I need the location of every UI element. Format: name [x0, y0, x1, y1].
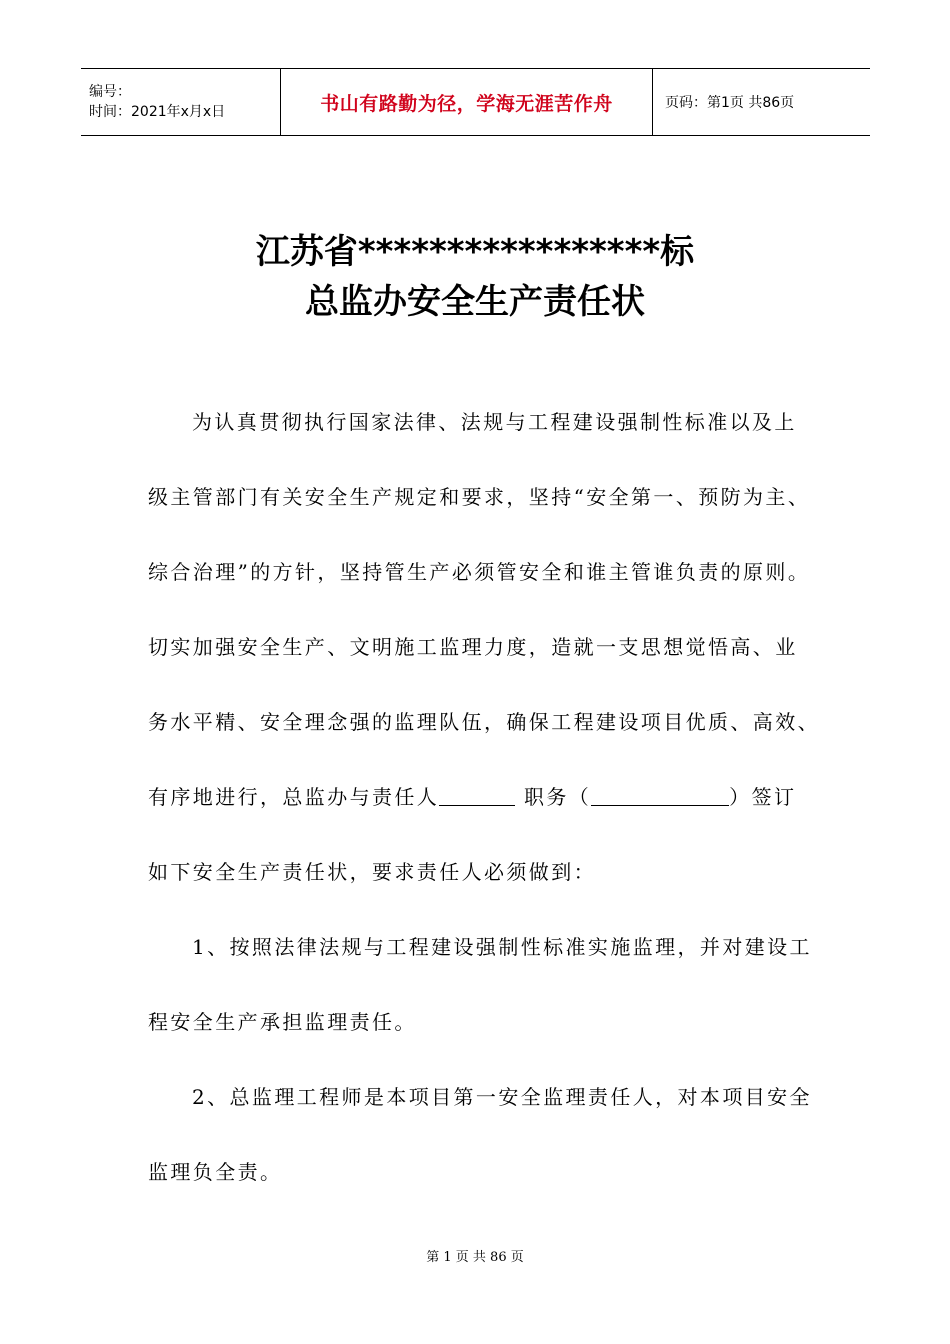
body-line: 2、总监理工程师是本项目第一安全监理责任人，对本项目安全	[192, 1085, 812, 1109]
document-title-line-2: 总监办安全生产责任状	[305, 282, 645, 322]
document-body	[148, 394, 828, 1219]
document-header	[81, 68, 870, 136]
body-line: 监理负全责。	[148, 1160, 283, 1184]
page-footer: 第 1 页 共 86 页	[426, 1250, 524, 1265]
body-line: 1、按照法律法规与工程建设强制性标准实施监理，并对建设工	[192, 935, 812, 959]
header-page-info: 页码：第1页 共86页	[665, 95, 795, 111]
document-time: 时间：2021年x月x日	[89, 104, 226, 120]
body-line: 综合治理”的方针，坚持管生产必须管安全和谁主管谁负责的原则。	[148, 560, 811, 584]
header-motto: 书山有路勤为径，学海无涯苦作舟	[320, 92, 613, 115]
body-line: 如下安全生产责任状，要求责任人必须做到：	[148, 860, 596, 884]
signature-line	[148, 769, 828, 844]
signature-line-text-3: ）签订	[729, 785, 797, 809]
body-line: 务水平精、安全理念强的监理队伍，确保工程建设项目优质、高效、	[148, 710, 820, 734]
header-motto-cell	[281, 69, 653, 135]
body-line: 为认真贯彻执行国家法律、法规与工程建设强制性标准以及上	[192, 410, 797, 434]
header-meta	[81, 69, 281, 135]
header-page-cell	[653, 69, 870, 135]
body-line: 级主管部门有关安全生产规定和要求，坚持“安全第一、预防为主、	[148, 485, 811, 509]
document-number-label: 编号：	[89, 84, 131, 100]
body-line: 切实加强安全生产、文明施工监理力度，造就一支思想觉悟高、业	[148, 635, 798, 659]
body-line: 程安全生产承担监理责任。	[148, 1010, 417, 1034]
position-blank	[591, 783, 729, 806]
responsible-person-blank	[439, 783, 515, 806]
signature-line-text-1: 有序地进行，总监办与责任人	[148, 785, 440, 809]
signature-line-text-2: 职务（	[515, 785, 592, 809]
document-title-line-1: 江苏省*****************标	[255, 232, 695, 272]
